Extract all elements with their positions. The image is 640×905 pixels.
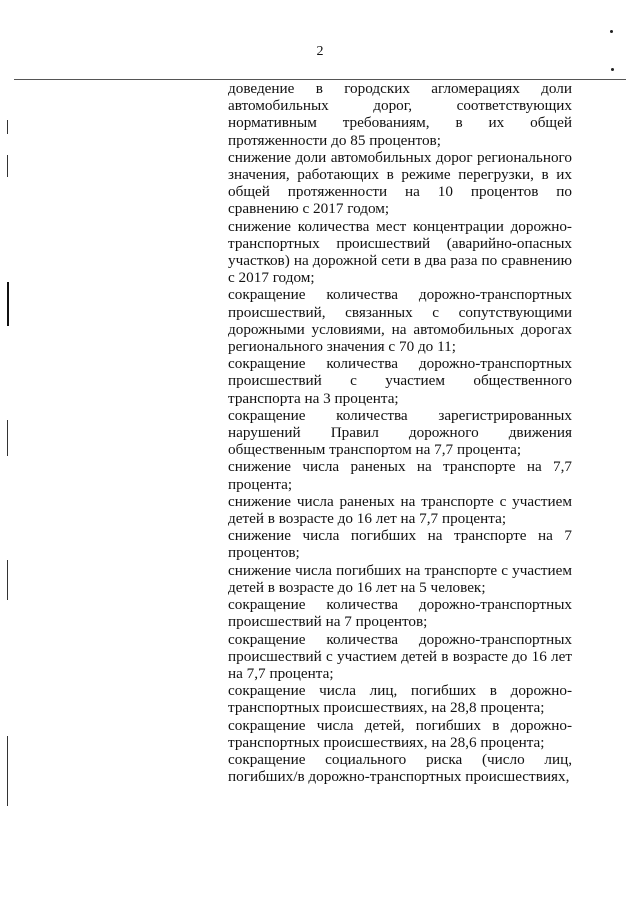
document-body <box>228 80 572 785</box>
list-item: сокращение количества дорожно-транспортных происшествий, связанных с сопутствующими дорожными условиями, на автомобильных дорогах регионального значения с 70 до 11; <box>228 286 572 356</box>
list-item: сокращение социального риска (число лиц, погибших/в дорожно-транспортных происшествиях, <box>228 750 572 786</box>
scan-speck <box>611 68 614 71</box>
list-item: снижение числа раненых на транспорте с участием детей в возрасте до 16 лет на 7,7 процента; <box>228 492 572 528</box>
scan-speck <box>610 30 613 33</box>
list-item: снижение доли автомобильных дорог регионального значения, работающих в режиме перегрузки, в их общей протяженности на 10 процентов по сравнению с 2017 годом; <box>228 148 572 218</box>
scan-edge-mark <box>7 120 8 134</box>
list-item: сокращение числа детей, погибших в дорожно-транспортных происшествиях, на 28,6 процента; <box>228 716 572 751</box>
list-item: сокращение количества зарегистрированных нарушений Правил дорожного движения общественным транспортом на 7,7 процента; <box>228 406 572 459</box>
scan-edge-mark <box>7 560 8 600</box>
list-item: сокращение числа лиц, погибших в дорожно-транспортных происшествиях, на 28,8 процента; <box>228 682 572 717</box>
list-item: снижение числа погибших на транспорте на 7 процентов; <box>228 527 572 562</box>
list-item: снижение числа раненых на транспорте на 7,7 процента; <box>228 458 572 493</box>
list-item: сокращение количества дорожно-транспортных происшествий с участием детей в возрасте до 16 лет на 7,7 процента; <box>228 630 572 682</box>
list-item: сокращение количества дорожно-транспортных происшествий с участием общественного транспорта на 3 процента; <box>228 355 572 407</box>
scan-edge-mark <box>7 282 9 326</box>
list-item: сокращение количества дорожно-транспортных происшествий на 7 процентов; <box>228 596 572 631</box>
list-item: доведение в городских агломерациях доли автомобильных дорог, соответствующих нормативным требованиям, в их общей протяженности до 85 процентов; <box>228 80 572 149</box>
page-number: 2 <box>316 44 324 59</box>
scan-edge-mark <box>7 420 8 456</box>
list-item: снижение числа погибших на транспорте с участием детей в возрасте до 16 лет на 5 человек; <box>228 561 572 596</box>
scan-edge-mark <box>7 736 8 806</box>
scan-edge-mark <box>7 155 8 177</box>
list-item: снижение количества мест концентрации дорожно-транспортных происшествий (аварийно-опасных участков) на дорожной сети в два раза по сравнению с 2017 годом; <box>228 217 572 287</box>
